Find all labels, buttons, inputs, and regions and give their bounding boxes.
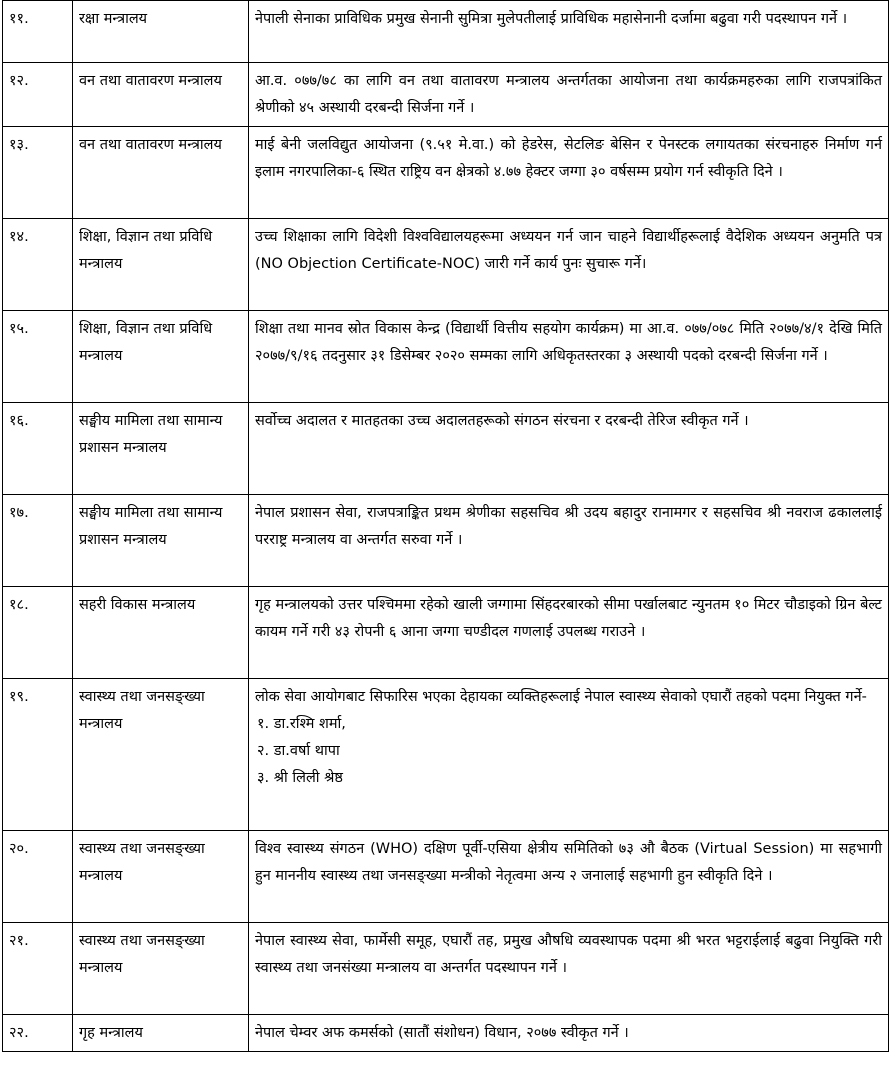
decision-text: गृह मन्त्रालयको उत्तर पश्चिममा रहेको खाली जग्गामा सिंहदरबारको सीमा पर्खालबाट न्युनतम १० मिटर चौडाइको ग्रिन बेल्ट कायम गर्ने गरी ४३ रोपनी ६ आना जग्गा चण्डीदल गणलाई उपलब्ध गराउने । — [249, 587, 889, 679]
decision-text — [249, 679, 889, 831]
decisions-table — [2, 0, 889, 1052]
ministry-name: सङ्घीय मामिला तथा सामान्य प्रशासन मन्त्रालय — [73, 495, 249, 587]
table-row — [3, 923, 889, 1015]
table-row — [3, 495, 889, 587]
decision-text: उच्च शिक्षाका लागि विदेशी विश्वविद्यालयहरूमा अध्ययन गर्न जान चाहने विद्यार्थीहरूलाई वैदेशिक अध्ययन अनुमति पत्र (NO Objection Certificate-NOC) जारी गर्ने कार्य पुनः सुचारू गर्ने। — [249, 219, 889, 311]
table-row — [3, 63, 889, 127]
ministry-name: शिक्षा, विज्ञान तथा प्रविधि मन्त्रालय — [73, 311, 249, 403]
table-row — [3, 127, 889, 219]
row-number: १८. — [3, 587, 73, 679]
appointee-item: ३. श्री लिली श्रेष्ठ — [257, 770, 343, 786]
row-number: ११. — [3, 1, 73, 63]
decision-text: नेपाल स्वास्थ्य सेवा, फार्मेसी समूह, एघारौं तह, प्रमुख औषधि व्यवस्थापक पदमा श्री भरत भट्टराईलाई बढुवा नियुक्ति गरी स्वास्थ्य तथा जनसंख्या मन्त्रालय वा अन्तर्गत पदस्थापन गर्ने । — [249, 923, 889, 1015]
row-number: १७. — [3, 495, 73, 587]
ministry-name: सहरी विकास मन्त्रालय — [73, 587, 249, 679]
decision-intro: लोक सेवा आयोगबाट सिफारिस भएका देहायका व्यक्तिहरूलाई नेपाल स्वास्थ्य सेवाको एघारौं तहको पदमा नियुक्त गर्ने- — [255, 689, 867, 705]
decision-text: माई बेनी जलविद्युत आयोजना (९.५१ मे.वा.) को हेडरेस, सेटलिङ बेसिन र पेनस्टक लगायतका संरचनाहरु निर्माण गर्न इलाम नगरपालिका-६ स्थित राष्ट्रिय वन क्षेत्रको ४.७७ हेक्टर जग्गा ३० वर्षसम्म प्रयोग गर्न स्वीकृति दिने । — [249, 127, 889, 219]
ministry-name: वन तथा वातावरण मन्त्रालय — [73, 127, 249, 219]
appointee-item: २. डा.वर्षा थापा — [257, 743, 340, 759]
ministry-name: शिक्षा, विज्ञान तथा प्रविधि मन्त्रालय — [73, 219, 249, 311]
table-row — [3, 219, 889, 311]
ministry-name: रक्षा मन्त्रालय — [73, 1, 249, 63]
decision-text: शिक्षा तथा मानव स्रोत विकास केन्द्र (विद्यार्थी वित्तीय सहयोग कार्यक्रम) मा आ.व. ०७७/०७८ मिति २०७७/४/१ देखि मिति २०७७/९/१६ तदनुसार ३१ डिसेम्बर २०२० सम्मका लागि अधिकृतस्तरका ३ अस्थायी पदको दरबन्दी सिर्जना गर्ने । — [249, 311, 889, 403]
ministry-name: स्वास्थ्य तथा जनसङ्ख्या मन्त्रालय — [73, 923, 249, 1015]
row-number: १३. — [3, 127, 73, 219]
decision-text: नेपाल चेम्वर अफ कमर्सको (सातौं संशोधन) विधान, २०७७ स्वीकृत गर्ने । — [249, 1015, 889, 1052]
row-number: २१. — [3, 923, 73, 1015]
row-number: २०. — [3, 831, 73, 923]
table-row — [3, 679, 889, 831]
table-row — [3, 403, 889, 495]
appointee-item: १. डा.रश्मि शर्मा, — [257, 716, 346, 732]
row-number: १५. — [3, 311, 73, 403]
decision-text: आ.व. ०७७/७८ का लागि वन तथा वातावरण मन्त्रालय अन्तर्गतका आयोजना तथा कार्यक्रमहरुका लागि राजपत्रांकित श्रेणीको ४५ अस्थायी दरबन्दी सिर्जना गर्ने । — [249, 63, 889, 127]
ministry-name: स्वास्थ्य तथा जनसङ्ख्या मन्त्रालय — [73, 679, 249, 831]
row-number: २२. — [3, 1015, 73, 1052]
decision-text: सर्वोच्च अदालत र मातहतका उच्च अदालतहरूको संगठन संरचना र दरबन्दी तेरिज स्वीकृत गर्ने । — [249, 403, 889, 495]
table-row — [3, 1015, 889, 1052]
table-row — [3, 311, 889, 403]
table-row — [3, 831, 889, 923]
ministry-name: वन तथा वातावरण मन्त्रालय — [73, 63, 249, 127]
decision-text: नेपाल प्रशासन सेवा, राजपत्राङ्कित प्रथम श्रेणीका सहसचिव श्री उदय बहादुर रानामगर र सहसचिव श्री नवराज ढकाललाई परराष्ट्र मन्त्रालय वा अन्तर्गत सरुवा गर्ने । — [249, 495, 889, 587]
ministry-name: स्वास्थ्य तथा जनसङ्ख्या मन्त्रालय — [73, 831, 249, 923]
row-number: १४. — [3, 219, 73, 311]
decision-text: नेपाली सेनाका प्राविधिक प्रमुख सेनानी सुमित्रा मुलेपतीलाई प्राविधिक महासेनानी दर्जामा बढुवा गरी पदस्थापन गर्ने । — [249, 1, 889, 63]
row-number: १६. — [3, 403, 73, 495]
row-number: १९. — [3, 679, 73, 831]
decision-text: विश्व स्वास्थ्य संगठन (WHO) दक्षिण पूर्वी-एसिया क्षेत्रीय समितिको ७३ औ बैठक (Virtual Session) मा सहभागी हुन माननीय स्वास्थ्य तथा जनसङ्ख्या मन्त्रीको नेतृत्वमा अन्य २ जनालाई सहभागी हुन स्वीकृति दिने । — [249, 831, 889, 923]
table-row — [3, 587, 889, 679]
table-row — [3, 1, 889, 63]
ministry-name: सङ्घीय मामिला तथा सामान्य प्रशासन मन्त्रालय — [73, 403, 249, 495]
row-number: १२. — [3, 63, 73, 127]
ministry-name: गृह मन्त्रालय — [73, 1015, 249, 1052]
